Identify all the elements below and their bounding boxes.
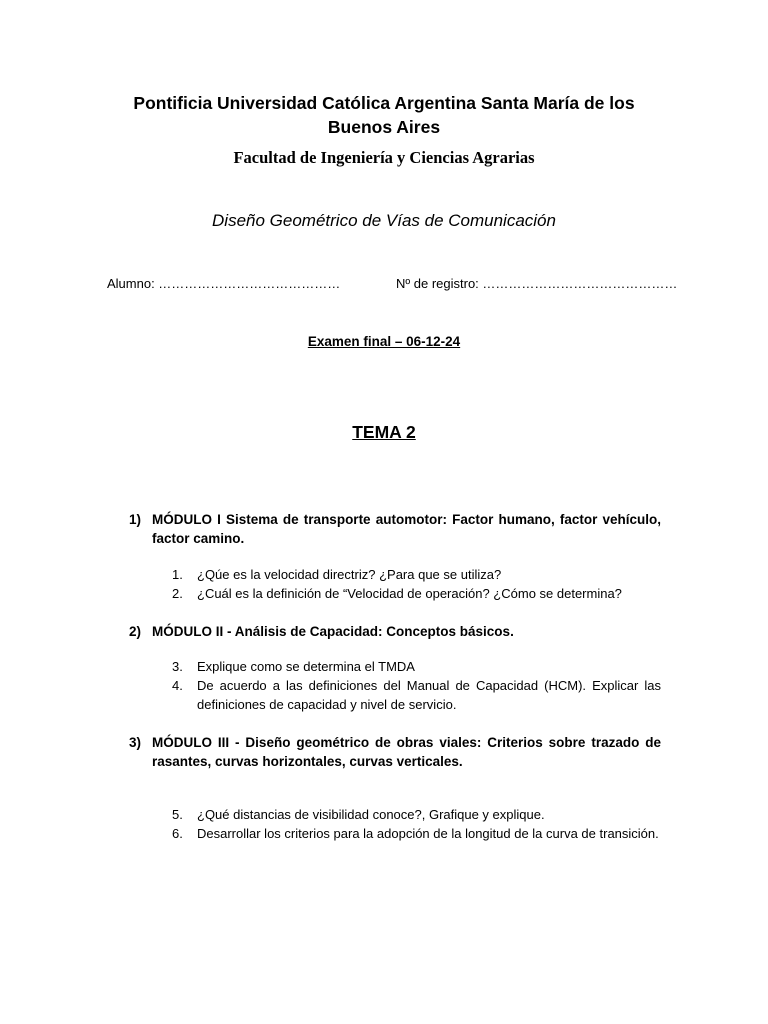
question-1 bbox=[172, 566, 661, 585]
question-text: ¿Qué distancias de visibilidad conoce?, Grafique y explique. bbox=[197, 807, 545, 822]
question-5 bbox=[172, 806, 661, 825]
question-text: De acuerdo a las definiciones del Manual de Capacidad (HCM). Explicar las definiciones de capacidad y nivel de servicio. bbox=[197, 678, 661, 712]
course-title: Diseño Geométrico de Vías de Comunicación bbox=[212, 211, 556, 230]
question-4 bbox=[172, 677, 661, 714]
question-text: ¿Cuál es la definición de “Velocidad de operación? ¿Cómo se determina? bbox=[197, 586, 622, 601]
module-number: 3) bbox=[129, 735, 142, 750]
question-number: 6. bbox=[172, 826, 183, 841]
exam-title: Examen final – 06-12-24 bbox=[307, 334, 461, 349]
question-2 bbox=[172, 585, 661, 604]
module-number: 2) bbox=[129, 624, 142, 639]
question-3 bbox=[172, 658, 661, 677]
tema-title: TEMA 2 bbox=[352, 422, 416, 442]
faculty-name: Facultad de Ingeniería y Ciencias Agrarias bbox=[233, 148, 535, 167]
module-title: MÓDULO III - Diseño geométrico de obras viales: Criterios sobre trazado de rasantes, curvas horizontales, curvas verticales. bbox=[152, 735, 661, 769]
university-name: Pontificia Universidad Católica Argentina Santa María de los Buenos Aires bbox=[133, 93, 635, 137]
question-text: ¿Qúe es la velocidad directriz? ¿Para que se utiliza? bbox=[197, 567, 502, 582]
question-text: Desarrollar los criterios para la adopción de la longitud de la curva de transición. bbox=[197, 826, 659, 841]
module-title: MÓDULO II - Análisis de Capacidad: Conceptos básicos. bbox=[152, 624, 514, 639]
module-title: MÓDULO I Sistema de transporte automotor: Factor humano, factor vehículo, factor camino. bbox=[152, 512, 661, 546]
registro-field: Nº de registro: ……………………………………… bbox=[396, 276, 678, 291]
module-1 bbox=[129, 510, 661, 548]
question-number: 4. bbox=[172, 678, 183, 693]
question-text: Explique como se determina el TMDA bbox=[197, 659, 415, 674]
module-2 bbox=[129, 622, 661, 641]
question-number: 1. bbox=[172, 567, 183, 582]
module-number: 1) bbox=[129, 512, 142, 527]
question-6 bbox=[172, 825, 661, 844]
alumno-field: Alumno: …………………………………… bbox=[107, 276, 341, 291]
question-number: 2. bbox=[172, 586, 183, 601]
question-number: 3. bbox=[172, 659, 183, 674]
question-number: 5. bbox=[172, 807, 183, 822]
module-3 bbox=[129, 733, 661, 771]
